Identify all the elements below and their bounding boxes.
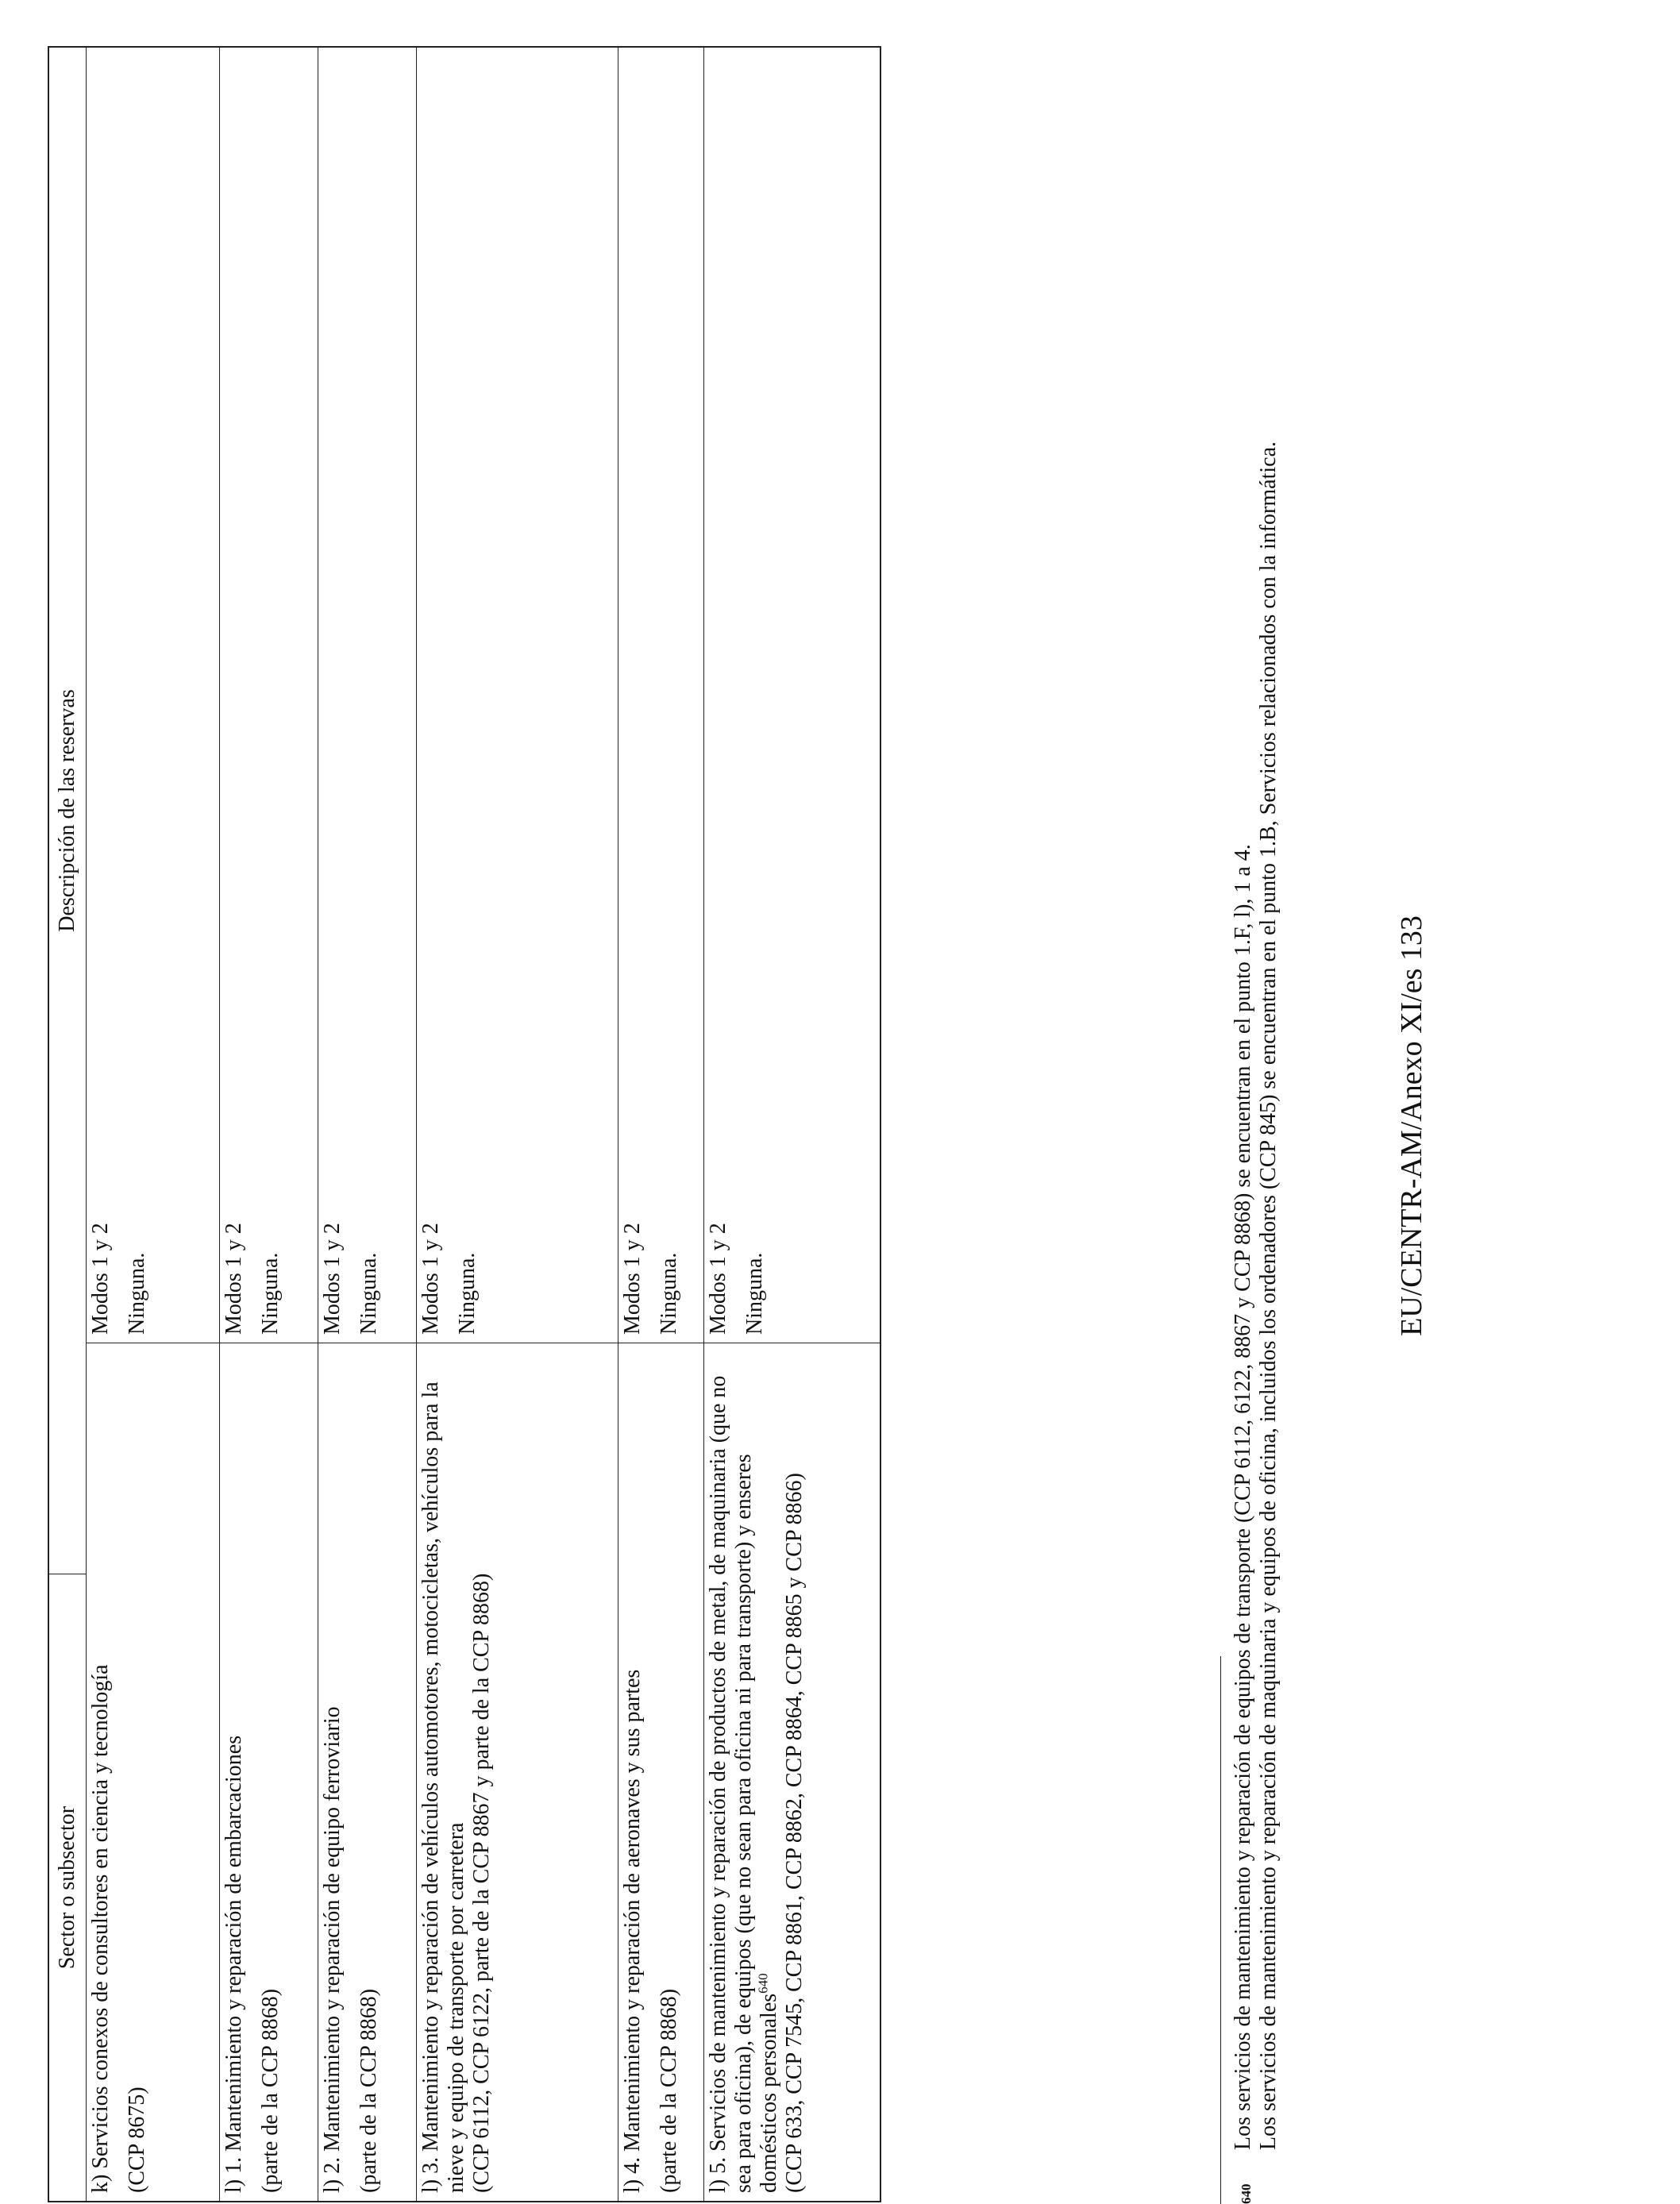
modes-text: Modos 1 y 2 bbox=[418, 1223, 443, 1335]
reservations-table bbox=[48, 46, 881, 2202]
sector-codes: (CCP 8675) bbox=[125, 2086, 149, 2193]
sector-cell bbox=[318, 1343, 416, 2201]
sector-text: l) 1. Mantenimiento y reparación de embarcaciones bbox=[222, 1735, 246, 2193]
sector-cell bbox=[87, 1343, 219, 2201]
reservation-text: Ninguna. bbox=[455, 1252, 480, 1335]
column-header-sector: Sector o subsector bbox=[49, 1574, 86, 2201]
reservation-text: Ninguna. bbox=[125, 1252, 149, 1335]
sector-codes: (CCP 6112, CCP 6122, parte de la CCP 8867 y parte de la CCP 8868) bbox=[469, 1573, 494, 2193]
sector-cell bbox=[618, 1343, 703, 2201]
description-cell bbox=[417, 48, 618, 1343]
table-row bbox=[86, 48, 219, 2201]
table-row bbox=[219, 48, 318, 2201]
reservation-text: Ninguna. bbox=[657, 1252, 681, 1335]
reservation-text: Ninguna. bbox=[258, 1252, 283, 1335]
modes-text: Modos 1 y 2 bbox=[620, 1223, 645, 1335]
sector-codes: (parte de la CCP 8868) bbox=[356, 1988, 381, 2193]
sector-codes: (parte de la CCP 8868) bbox=[258, 1988, 283, 2193]
page-reference: EU/CENTR-AM/Anexo XI/es 133 bbox=[1395, 915, 1428, 1336]
footnote-body bbox=[1231, 54, 1281, 2150]
footnote-line: Los servicios de mantenimiento y reparación de equipos de transporte (CCP 6112, 6122, 8867 y CCP 8868) se encuentran en el punto 1.F, l), 1 a 4. bbox=[1231, 844, 1255, 2150]
footnote-separator bbox=[1220, 1656, 1221, 2204]
description-cell bbox=[220, 48, 318, 1343]
description-cell bbox=[318, 48, 416, 1343]
table-row bbox=[618, 48, 703, 2201]
sector-text: l) 2. Mantenimiento y reparación de equipo ferroviario bbox=[320, 1706, 345, 2193]
reservation-text: Ninguna. bbox=[742, 1252, 767, 1335]
footnote-line: Los servicios de mantenimiento y reparación de maquinaria y equipos de oficina, incluidos los ordenadores (CCP 845) se encuentran en el punto 1.B, Servicios relacionados con la informática. bbox=[1256, 441, 1281, 2150]
sector-codes: (parte de la CCP 8868) bbox=[657, 1988, 681, 2193]
table-row bbox=[318, 48, 416, 2201]
column-header-description: Descripción de las reservas bbox=[55, 689, 79, 932]
modes-text: Modos 1 y 2 bbox=[320, 1223, 345, 1335]
footnote-reference[interactable]: 640 bbox=[755, 1973, 771, 1994]
modes-text: Modos 1 y 2 bbox=[222, 1223, 246, 1335]
description-cell bbox=[618, 48, 703, 1343]
reservation-text: Ninguna. bbox=[356, 1252, 381, 1335]
sector-text: l) 3. Mantenimiento y reparación de vehículos automotores, motocicletas, vehículos para la nieve y equipo de transporte por carretera bbox=[418, 1381, 468, 2193]
modes-text: Modos 1 y 2 bbox=[88, 1223, 113, 1335]
footnote-number: 640 bbox=[1239, 2183, 1254, 2204]
sector-cell bbox=[417, 1343, 618, 2201]
sector-text bbox=[706, 1351, 782, 2193]
sector-text-body: l) 5. Servicios de mantenimiento y reparación de productos de metal, de maquinaria (que no sea para oficina), de equipos (que no sean para oficina ni para transporte) y enseres domésticos personales bbox=[706, 1375, 781, 2193]
sector-cell bbox=[220, 1343, 318, 2201]
description-cell bbox=[704, 48, 880, 1343]
sector-codes: (CCP 633, CCP 7545, CCP 8861, CCP 8862, CCP 8864, CCP 8865 y CCP 8866) bbox=[782, 1473, 807, 2193]
sector-text: l) 4. Mantenimiento y reparación de aeronaves y sus partes bbox=[620, 1669, 645, 2193]
table-row bbox=[416, 48, 618, 2201]
sector-text: k) Servicios conexos de consultores en ciencia y tecnología bbox=[88, 1664, 113, 2193]
table-row bbox=[703, 48, 880, 2201]
modes-text: Modos 1 y 2 bbox=[706, 1223, 730, 1335]
description-cell bbox=[87, 48, 219, 1343]
sector-cell bbox=[704, 1343, 880, 2201]
